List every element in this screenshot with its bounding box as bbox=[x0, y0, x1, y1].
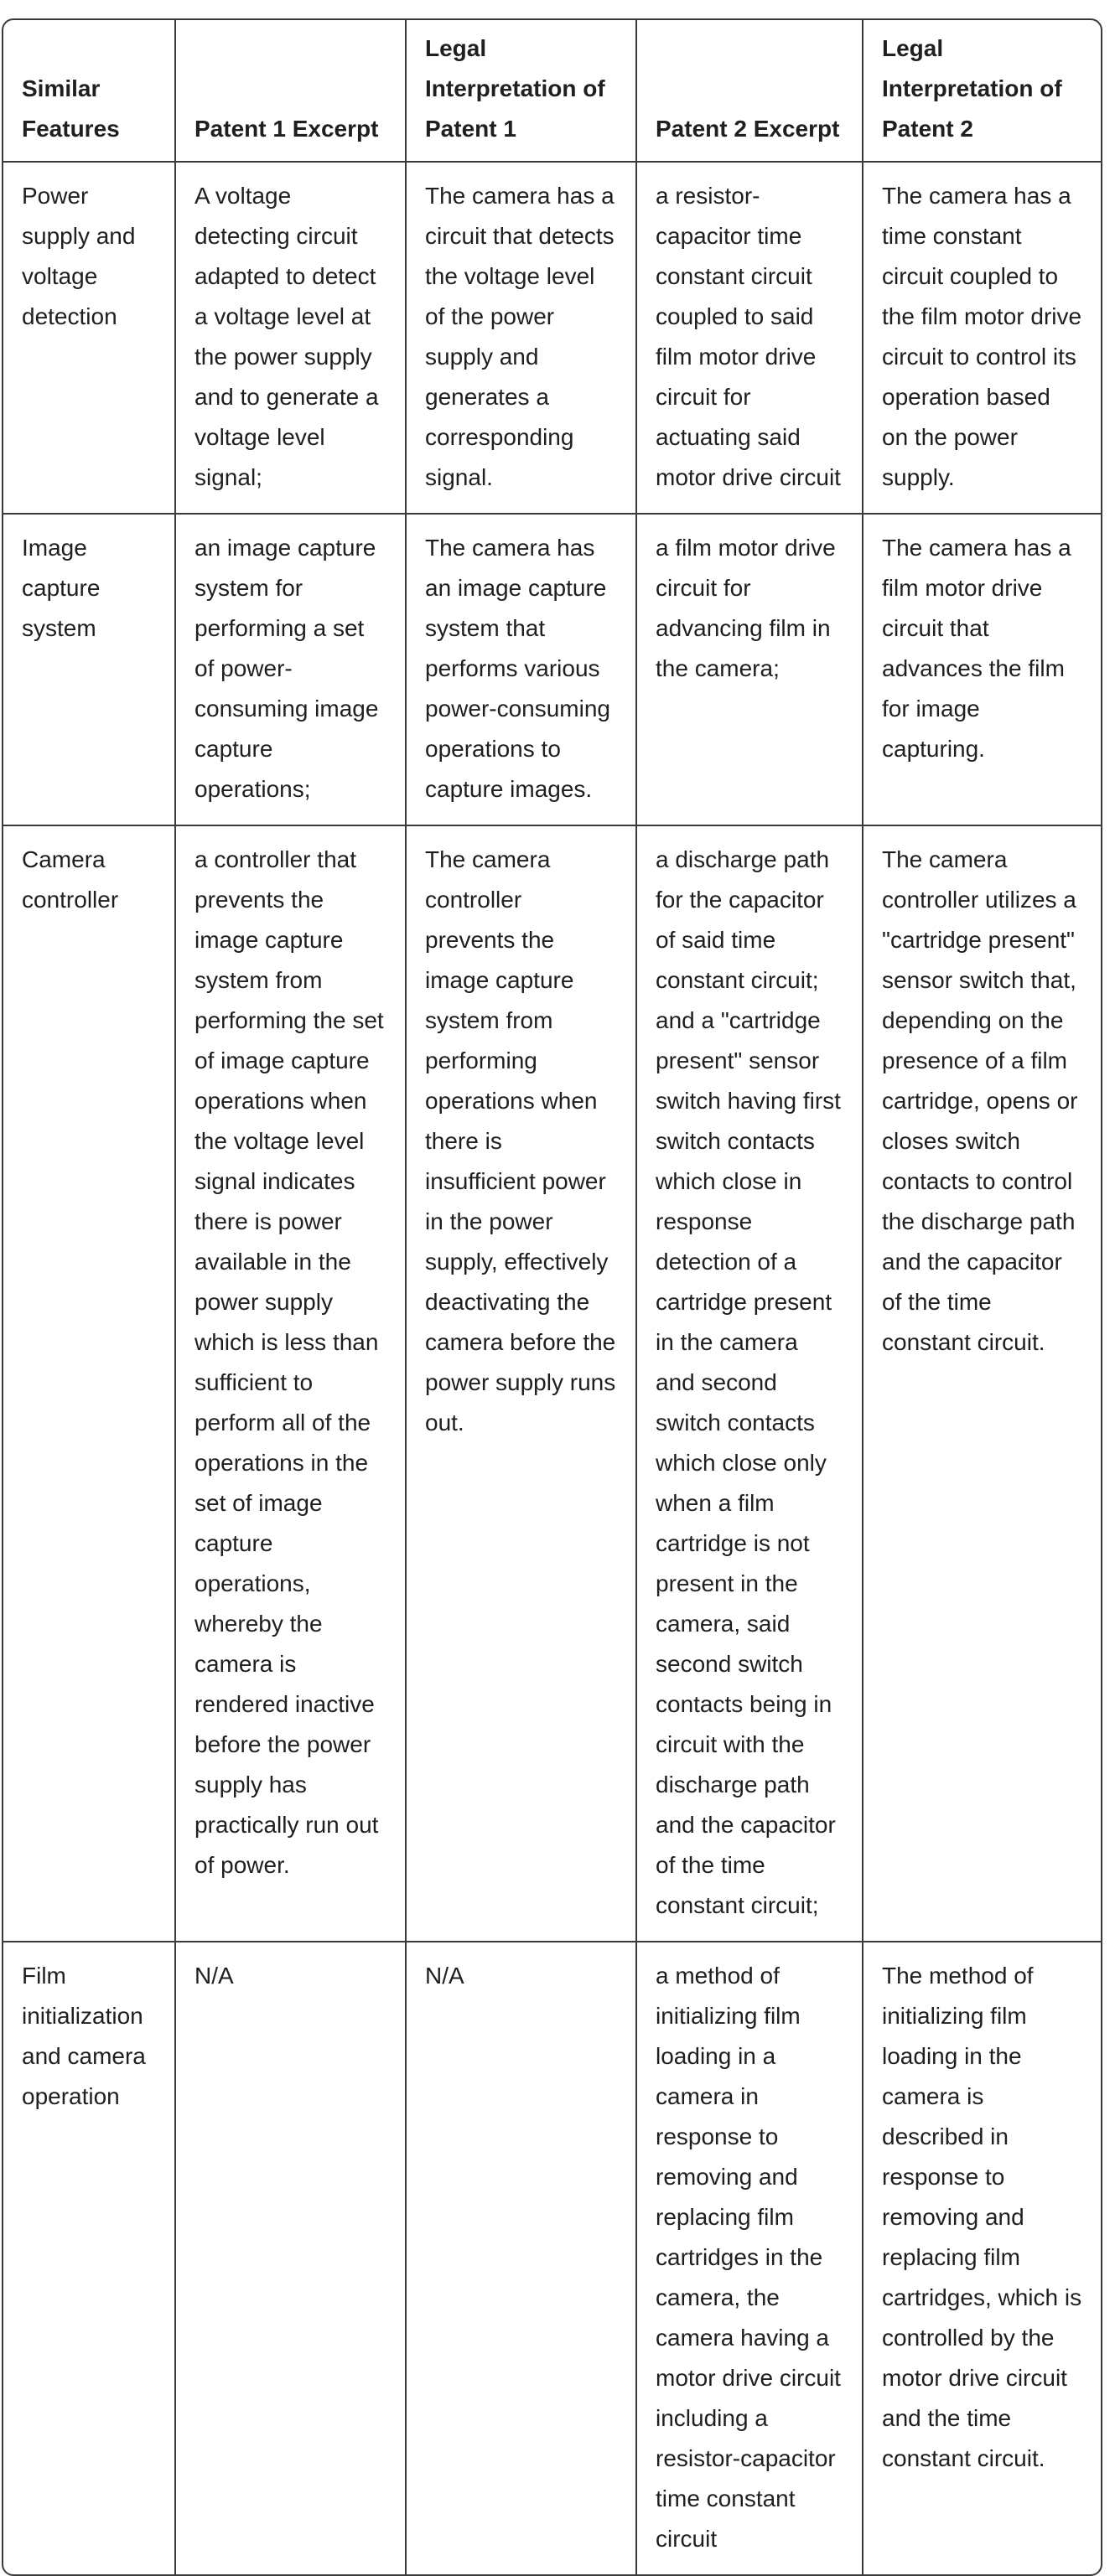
table-row bbox=[3, 514, 1101, 825]
cell-feature: Camera controller bbox=[3, 825, 175, 1942]
cell-legal-interpretation-2: The camera has a time constant circuit coupled to the film motor drive circuit to control its operation based on the power supply. bbox=[863, 162, 1101, 514]
cell-legal-interpretation-1: N/A bbox=[406, 1942, 636, 2574]
cell-legal-interpretation-1: The camera controller prevents the image capture system from performing operations when there is insufficient power in the power supply, effectively deactivating the camera before the power supply runs out. bbox=[406, 825, 636, 1942]
cell-legal-interpretation-2: The camera controller utilizes a "cartridge present" sensor switch that, depending on the presence of a film cartridge, opens or closes switch contacts to control the discharge path and the capacitor of the time constant circuit. bbox=[863, 825, 1101, 1942]
cell-patent-1-excerpt: a controller that prevents the image capture system from performing the set of image capture operations when the voltage level signal indicates there is power available in the power supply which is less than sufficient to perform all of the operations in the set of image capture operations, whereby the camera is rendered inactive before the power supply has practically run out of power. bbox=[175, 825, 406, 1942]
header-legal-interpretation-1: Legal Interpretation of Patent 1 bbox=[406, 20, 636, 162]
cell-patent-1-excerpt: N/A bbox=[175, 1942, 406, 2574]
header-patent-1-excerpt: Patent 1 Excerpt bbox=[175, 20, 406, 162]
cell-legal-interpretation-1: The camera has an image capture system that performs various power-consuming operations to capture images. bbox=[406, 514, 636, 825]
cell-feature: Film initialization and camera operation bbox=[3, 1942, 175, 2574]
table-row bbox=[3, 825, 1101, 1942]
header-similar-features: Similar Features bbox=[3, 20, 175, 162]
cell-patent-2-excerpt: a film motor drive circuit for advancing film in the camera; bbox=[636, 514, 863, 825]
header-patent-2-excerpt: Patent 2 Excerpt bbox=[636, 20, 863, 162]
cell-patent-2-excerpt: a discharge path for the capacitor of said time constant circuit; and a "cartridge present" sensor switch having first switch contacts which close in response detection of a cartridge present in the camera and second switch contacts which close only when a film cartridge is not present in the camera, said second switch contacts being in circuit with the discharge path and the capacitor of the time constant circuit; bbox=[636, 825, 863, 1942]
cell-patent-2-excerpt: a method of initializing film loading in a camera in response to removing and replacing film cartridges in the camera, the camera having a motor drive circuit including a resistor-capacitor time constant circuit bbox=[636, 1942, 863, 2574]
cell-legal-interpretation-2: The camera has a film motor drive circuit that advances the film for image capturing. bbox=[863, 514, 1101, 825]
header-legal-interpretation-2: Legal Interpretation of Patent 2 bbox=[863, 20, 1101, 162]
cell-legal-interpretation-2: The method of initializing film loading in the camera is described in response to removing and replacing film cartridges, which is controlled by the motor drive circuit and the time constant circuit. bbox=[882, 1963, 1082, 2471]
cell-patent-1-excerpt: an image capture system for performing a set of power-consuming image capture operations; bbox=[175, 514, 406, 825]
cell-patent-1-excerpt: A voltage detecting circuit adapted to detect a voltage level at the power supply and to generate a voltage level signal; bbox=[175, 162, 406, 514]
patent-comparison-table bbox=[3, 20, 1101, 2574]
cell-patent-2-excerpt: a resistor-capacitor time constant circuit coupled to said film motor drive circuit for actuating said motor drive circuit bbox=[636, 162, 863, 514]
table-row bbox=[3, 162, 1101, 514]
comparison-table-container bbox=[2, 18, 1102, 2576]
table-row bbox=[3, 1942, 1101, 2574]
cell-feature: Image capture system bbox=[3, 514, 175, 825]
cell-legal-interpretation-1: The camera has a circuit that detects the voltage level of the power supply and generates a corresponding signal. bbox=[406, 162, 636, 514]
table-header-row bbox=[3, 20, 1101, 162]
cell-feature: Power supply and voltage detection bbox=[3, 162, 175, 514]
